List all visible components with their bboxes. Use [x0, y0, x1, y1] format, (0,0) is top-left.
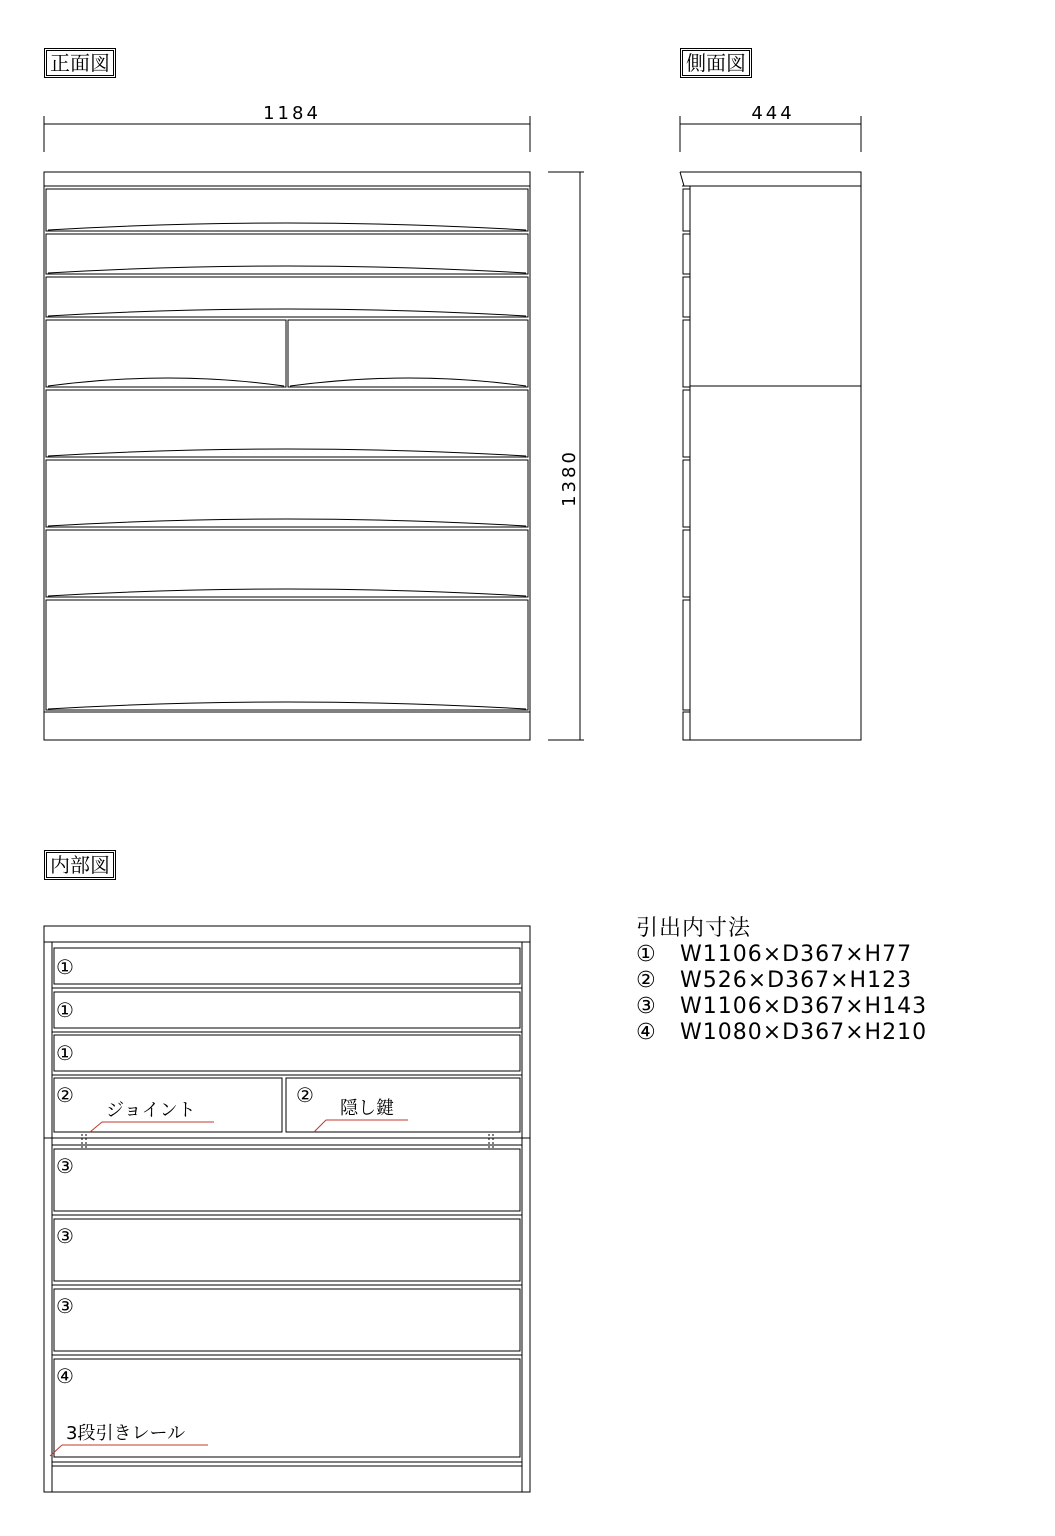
hidden-lock-leader	[314, 1120, 408, 1132]
side-view-title: 側面図	[680, 48, 752, 78]
front-height-dim: 1380	[559, 449, 580, 507]
dimensions-row	[636, 968, 927, 994]
front-view	[44, 116, 584, 740]
interior-view-title: 内部図	[44, 850, 116, 880]
dimensions-mark: ③	[636, 994, 657, 1019]
front-drawer-5	[46, 390, 528, 457]
interior-mark-9: ④	[56, 1364, 74, 1388]
side-body	[690, 186, 861, 740]
interior-mark-8: ③	[56, 1294, 74, 1318]
dimensions-spec: W1106×D367×H143	[680, 994, 928, 1019]
drawer-dimensions-table	[636, 916, 927, 1046]
front-drawer-3	[46, 277, 528, 317]
dimensions-spec: W1106×D367×H77	[680, 942, 913, 967]
dimensions-row	[636, 1020, 927, 1046]
side-view	[680, 116, 861, 740]
rail-leader	[50, 1445, 208, 1456]
front-width-dim: 1184	[263, 103, 321, 124]
dimensions-row	[636, 994, 927, 1020]
interior-mark-5: ②	[296, 1083, 314, 1107]
dimensions-spec: W526×D367×H123	[680, 968, 913, 993]
interior-mark-3: ①	[56, 1041, 74, 1065]
front-drawer-7	[46, 530, 528, 597]
interior-top-board	[44, 926, 530, 942]
interior-body	[44, 942, 530, 1492]
interior-view	[44, 926, 530, 1492]
front-plinth	[44, 712, 530, 740]
front-drawer-4-right	[288, 320, 528, 387]
hidden-lock-callout: 隠し鍵	[340, 1098, 394, 1119]
front-drawer-6	[46, 460, 528, 527]
joint-callout: ジョイント	[106, 1100, 196, 1121]
dimensions-mark: ④	[636, 1020, 657, 1045]
dimensions-table-title: 引出内寸法	[636, 916, 752, 941]
front-drawer-4-left	[46, 320, 286, 387]
side-width-dim: 444	[751, 103, 795, 124]
front-view-title: 正面図	[44, 48, 116, 78]
dimensions-row	[636, 942, 927, 968]
interior-mark-6: ③	[56, 1154, 74, 1178]
front-drawer-8	[46, 600, 528, 710]
interior-mark-4: ②	[56, 1083, 74, 1107]
dimensions-mark: ①	[636, 942, 657, 967]
dimensions-mark: ②	[636, 968, 657, 993]
dimensions-spec: W1080×D367×H210	[680, 1020, 928, 1045]
front-drawer-1	[46, 189, 528, 231]
joint-leader	[90, 1122, 214, 1132]
front-top-board	[44, 172, 530, 186]
interior-mark-7: ③	[56, 1224, 74, 1248]
interior-mark-1: ①	[56, 955, 74, 979]
rail-callout: 3段引きレール	[66, 1423, 186, 1444]
callout-leaders	[50, 1120, 408, 1456]
front-drawer-2	[46, 234, 528, 274]
interior-mark-2: ①	[56, 998, 74, 1022]
